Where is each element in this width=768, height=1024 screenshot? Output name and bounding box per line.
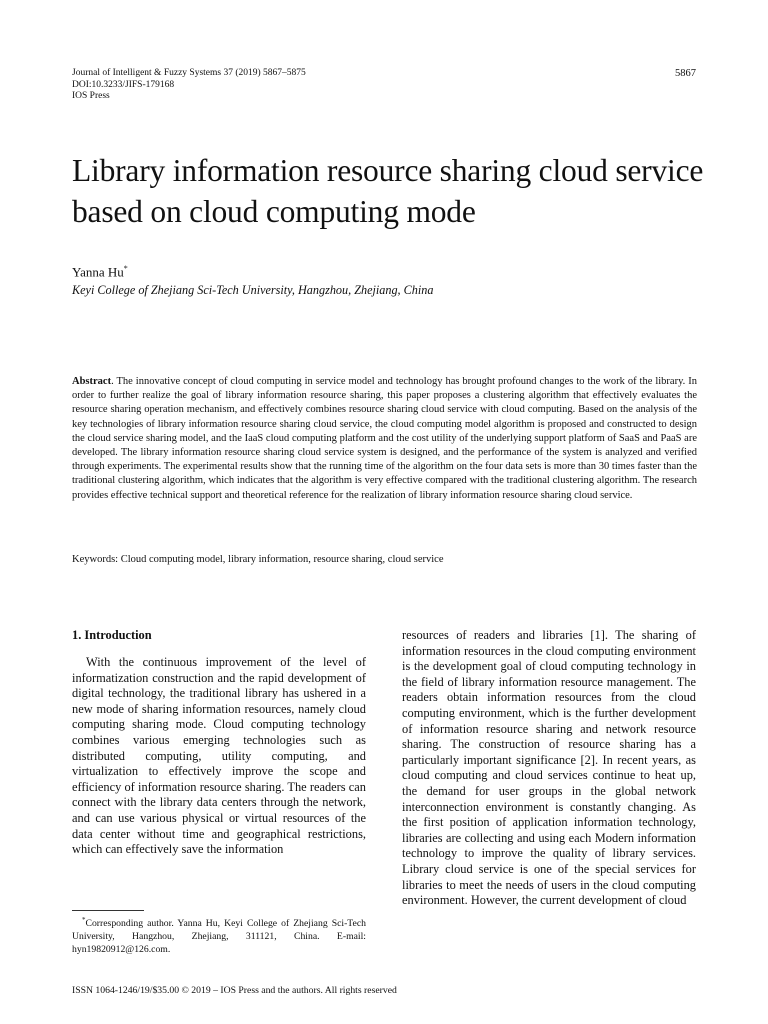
keywords: Keywords: Cloud computing model, library information, resource sharing, cloud service [72, 554, 444, 565]
author-mark: * [123, 264, 128, 273]
doi: DOI:10.3233/JIFS-179168 [72, 79, 175, 90]
journal-citation: Journal of Intelligent & Fuzzy Systems 37 (2019) 5867–5875 [72, 68, 306, 78]
journal-header [72, 68, 306, 103]
abstract-label: Abstract [72, 376, 112, 387]
body-paragraph: resources of readers and libraries [1]. The sharing of information resources in the cloud computing environment is the development goal of cloud computing technology in the field of library information resource management. The readers obtain information resources from the cloud computing environment, which is the further development of information resource sharing and network resource sharing. The construction of resource sharing has a particularly important significance [2]. In recent years, as cloud computing and cloud services continue to heat up, the demand for user groups in the global network interconnection environment is constantly changing. As the first position of application information technology, libraries are collecting and using each Modern information technology to improve the quality of library services. Library cloud service is one of the special services for libraries to meet the needs of users in the cloud computing environment. However, the current development of cloud [402, 628, 696, 908]
footnote-rule [72, 910, 144, 911]
body-paragraph: With the continuous improvement of the level of informatization construction and the rapid development of digital technology, the traditional library has ushered in a new mode of sharing information resources, namely cloud computing sharing mode. Cloud computing technology combines various emerging technologies such as distributed computing, utility computing, and virtualization to effectively improve the scope and efficiency of information resource sharing. The readers can connect with the library data centers through the network, and can use various physical or virtual resources of the data center without time and geographical restrictions, which can effectively save the information [72, 655, 366, 857]
body-column-right [402, 628, 696, 909]
page-number: 5867 [675, 68, 696, 79]
footnote [72, 914, 366, 956]
footnote-text: Corresponding author. Yanna Hu, Keyi College of Zhejiang Sci-Tech University, Hangzhou, Zhejiang, 311121, China. E-mail: hyn19820912@126.com. [72, 918, 366, 956]
paper-title: Library information resource sharing cloud service based on cloud computing mode [72, 153, 704, 229]
author-affiliation: Keyi College of Zhejiang Sci-Tech University, Hangzhou, Zhejiang, China [72, 283, 434, 297]
body-column-left [72, 628, 366, 858]
footnote-mark: * [82, 916, 86, 924]
author [72, 264, 128, 280]
abstract-text: . The innovative concept of cloud computing in service model and technology has brought profound changes to the work of the library. In order to further realize the goal of library information resource sharing, this paper proposes a clustering algorithm that effectively evaluates the resource sharing operation mechanism, and effectively combines resource sharing cloud service with cloud computing. Based on the analysis of the key technologies of library information resource sharing cloud service, the cloud computing model algorithm is proposed and constructed to design the cloud service sharing model, and the IaaS cloud computing platform and the cost utility of the underlying support platform of SaaS and PaaS are developed. The library information resource sharing cloud service system is designed, and the performance of the system is analyzed and verified through experiments. The experimental results show that the running time of the algorithm on the four data sets is more than 30 times faster than the traditional clustering algorithm, which indicates that the algorithm is very effective compared with the traditional clustering algorithm. The research provides effective technical support and theoretical reference for the realization of library information resource sharing cloud service. [72, 376, 697, 501]
author-name: Yanna Hu [72, 264, 124, 280]
section-heading: 1. Introduction [72, 628, 152, 642]
publisher: IOS Press [72, 91, 110, 101]
abstract [72, 375, 697, 503]
issn-footer: ISSN 1064-1246/19/$35.00 © 2019 – IOS Press and the authors. All rights reserved [72, 985, 397, 996]
